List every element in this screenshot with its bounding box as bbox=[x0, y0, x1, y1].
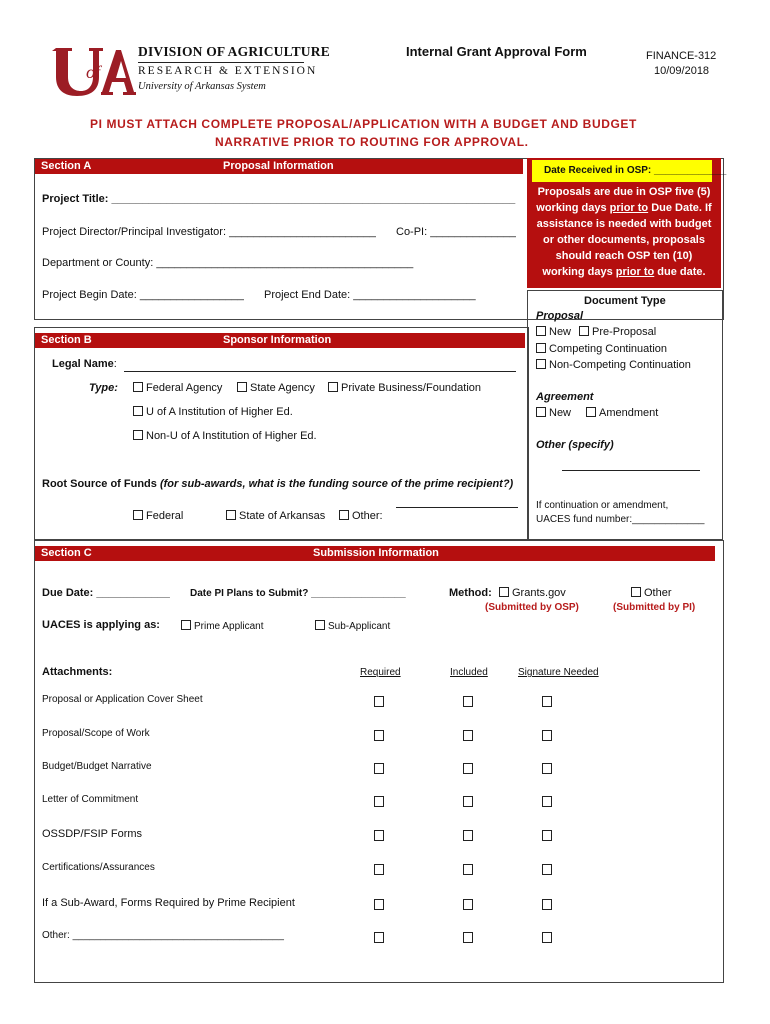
col-included: Included bbox=[450, 667, 488, 678]
required-checkbox[interactable] bbox=[374, 830, 384, 841]
root-source-label: Root Source of Funds (for sub-awards, what is the funding source of the prime recipient?) bbox=[42, 478, 514, 490]
checkbox-icon[interactable] bbox=[226, 510, 236, 520]
included-checkbox[interactable] bbox=[463, 696, 473, 707]
notice-line-1: PI MUST ATTACH COMPLETE PROPOSAL/APPLICATION WITH A BUDGET AND BUDGET bbox=[90, 117, 637, 131]
required-checkbox[interactable] bbox=[374, 899, 384, 910]
attachment-label[interactable]: Other: ______________________________________ bbox=[42, 930, 284, 941]
root-other-option[interactable]: Other: bbox=[339, 510, 383, 522]
method-other-option[interactable]: Other bbox=[631, 587, 672, 599]
sub-applicant-option[interactable]: Sub-Applicant bbox=[315, 620, 390, 632]
agreement-label: Agreement bbox=[536, 391, 594, 403]
signature-checkbox[interactable] bbox=[542, 864, 552, 875]
form-date: 10/09/2018 bbox=[654, 65, 710, 77]
project-title-field[interactable] bbox=[42, 193, 515, 205]
svg-text:of: of bbox=[86, 62, 101, 82]
form-code: FINANCE-312 bbox=[646, 50, 717, 62]
checkbox-icon[interactable] bbox=[536, 343, 546, 353]
attachment-label: If a Sub-Award, Forms Required by Prime Recipient bbox=[42, 897, 295, 909]
included-checkbox[interactable] bbox=[463, 864, 473, 875]
checkbox-icon[interactable] bbox=[631, 587, 641, 597]
doc-competing-option[interactable]: Competing Continuation bbox=[536, 343, 667, 355]
doc-non-competing-option[interactable]: Non-Competing Continuation bbox=[536, 359, 691, 371]
osp-due-line-3: assistance is needed with budget bbox=[536, 218, 712, 230]
co-pi-field[interactable]: Co-PI: ______________ bbox=[396, 226, 516, 238]
due-date-field[interactable]: Due Date: ____________ bbox=[42, 587, 170, 599]
osp-due-line-5: should reach OSP ten (10) bbox=[555, 250, 693, 262]
checkbox-icon[interactable] bbox=[133, 430, 143, 440]
required-checkbox[interactable] bbox=[374, 932, 384, 943]
project-title-text: Project Title: __________________________________________________________________ bbox=[42, 193, 516, 205]
other-specify-label: Other (specify) bbox=[536, 439, 614, 451]
checkbox-icon[interactable] bbox=[237, 382, 247, 392]
begin-date-field[interactable]: Project Begin Date: _________________ bbox=[42, 289, 244, 301]
agreement-new-option[interactable]: New bbox=[536, 407, 571, 419]
section-a-header bbox=[35, 159, 523, 174]
method-label: Method: bbox=[449, 587, 492, 599]
checkbox-icon[interactable] bbox=[133, 510, 143, 520]
included-checkbox[interactable] bbox=[463, 830, 473, 841]
section-c-header bbox=[35, 546, 715, 561]
submitted-by-osp: (Submitted by OSP) bbox=[485, 602, 579, 613]
included-checkbox[interactable] bbox=[463, 899, 473, 910]
included-checkbox[interactable] bbox=[463, 730, 473, 741]
required-checkbox[interactable] bbox=[374, 730, 384, 741]
logo-line-2: RESEARCH & EXTENSION bbox=[138, 65, 318, 77]
non-u-of-a-option[interactable]: Non-U of A Institution of Higher Ed. bbox=[133, 430, 317, 442]
signature-checkbox[interactable] bbox=[542, 763, 552, 774]
doc-new-option[interactable]: New bbox=[536, 326, 571, 338]
checkbox-icon[interactable] bbox=[536, 407, 546, 417]
checkbox-icon[interactable] bbox=[536, 326, 546, 336]
form-title: Internal Grant Approval Form bbox=[406, 44, 587, 59]
osp-due-line-4: or other documents, proposals bbox=[543, 234, 705, 246]
osp-due-line-1: Proposals are due in OSP five (5) bbox=[537, 186, 711, 198]
checkbox-icon[interactable] bbox=[499, 587, 509, 597]
project-director-field[interactable]: Project Director/Principal Investigator: ________________________ bbox=[42, 226, 376, 238]
section-a-label: Section A bbox=[41, 160, 92, 172]
other-specify-line[interactable] bbox=[562, 470, 700, 471]
doc-pre-proposal-option[interactable]: Pre-Proposal bbox=[579, 326, 656, 338]
logo-line-1: DIVISION OF AGRICULTURE bbox=[138, 44, 330, 59]
notice-line-2: NARRATIVE PRIOR TO ROUTING FOR APPROVAL. bbox=[215, 135, 529, 149]
col-signature: Signature Needed bbox=[518, 667, 599, 678]
u-of-a-option[interactable]: U of A Institution of Higher Ed. bbox=[133, 406, 293, 418]
proposal-label: Proposal bbox=[536, 310, 584, 322]
checkbox-icon[interactable] bbox=[181, 620, 191, 630]
uaces-applying-label: UACES is applying as: bbox=[42, 619, 160, 631]
ua-logo-mark-icon bbox=[50, 44, 136, 98]
osp-due-line-6: working days prior to due date. bbox=[542, 266, 706, 278]
section-c-label: Section C bbox=[41, 547, 92, 559]
section-a-title: Proposal Information bbox=[223, 160, 334, 172]
section-b-title: Sponsor Information bbox=[223, 334, 332, 346]
checkbox-icon[interactable] bbox=[315, 620, 325, 630]
checkbox-icon[interactable] bbox=[339, 510, 349, 520]
date-received-field[interactable]: Date Received in OSP: _____________ bbox=[532, 160, 712, 182]
root-federal-option[interactable]: Federal bbox=[133, 510, 183, 522]
checkbox-icon[interactable] bbox=[328, 382, 338, 392]
grants-gov-option[interactable]: Grants.gov bbox=[499, 587, 566, 599]
osp-due-line-2: working days prior to Due Date. If bbox=[536, 202, 712, 214]
attachment-label: Proposal/Scope of Work bbox=[42, 728, 150, 739]
required-checkbox[interactable] bbox=[374, 763, 384, 774]
state-agency-option[interactable]: State Agency bbox=[237, 382, 315, 394]
root-state-option[interactable]: State of Arkansas bbox=[226, 510, 325, 522]
checkbox-icon[interactable] bbox=[579, 326, 589, 336]
signature-checkbox[interactable] bbox=[542, 899, 552, 910]
checkbox-icon[interactable] bbox=[586, 407, 596, 417]
included-checkbox[interactable] bbox=[463, 763, 473, 774]
section-c-title: Submission Information bbox=[313, 547, 439, 559]
date-pi-submit-field[interactable]: Date PI Plans to Submit? _________________ bbox=[190, 588, 406, 599]
document-type-title: Document Type bbox=[584, 295, 666, 307]
signature-checkbox[interactable] bbox=[542, 932, 552, 943]
checkbox-icon[interactable] bbox=[536, 359, 546, 369]
osp-due-notice bbox=[527, 184, 721, 280]
attachment-label: OSSDP/FSIP Forms bbox=[42, 828, 143, 840]
attachment-label: Proposal or Application Cover Sheet bbox=[42, 694, 203, 705]
required-checkbox[interactable] bbox=[374, 696, 384, 707]
signature-checkbox[interactable] bbox=[542, 796, 552, 807]
signature-checkbox[interactable] bbox=[542, 830, 552, 841]
logo bbox=[50, 44, 330, 98]
federal-agency-option[interactable]: Federal Agency bbox=[133, 382, 222, 394]
signature-checkbox[interactable] bbox=[542, 730, 552, 741]
attachment-label: Letter of Commitment bbox=[42, 794, 139, 805]
required-checkbox[interactable] bbox=[374, 864, 384, 875]
attachment-label: Budget/Budget Narrative bbox=[42, 761, 152, 772]
logo-line-3: University of Arkansas System bbox=[138, 81, 266, 92]
attachments-label: Attachments: bbox=[42, 666, 113, 678]
included-checkbox[interactable] bbox=[463, 796, 473, 807]
legal-name-line[interactable] bbox=[124, 371, 516, 372]
attachment-label: Certifications/Assurances bbox=[42, 862, 155, 873]
section-b-header bbox=[35, 333, 525, 348]
legal-name-label: Legal Name: bbox=[52, 358, 117, 370]
prime-applicant-option[interactable]: Prime Applicant bbox=[181, 620, 263, 632]
checkbox-icon[interactable] bbox=[133, 406, 143, 416]
signature-checkbox[interactable] bbox=[542, 696, 552, 707]
included-checkbox[interactable] bbox=[463, 932, 473, 943]
checkbox-icon[interactable] bbox=[133, 382, 143, 392]
department-field[interactable]: Department or County: __________________________________________ bbox=[42, 257, 414, 269]
section-b-label: Section B bbox=[41, 334, 92, 346]
fund-note-line-1: If continuation or amendment, bbox=[536, 500, 669, 511]
fund-number-field[interactable]: UACES fund number:_____________ bbox=[536, 514, 705, 525]
private-option[interactable]: Private Business/Foundation bbox=[328, 382, 481, 394]
logo-divider bbox=[138, 62, 304, 63]
required-checkbox[interactable] bbox=[374, 796, 384, 807]
end-date-field[interactable]: Project End Date: ____________________ bbox=[264, 289, 476, 301]
type-label: Type: bbox=[89, 382, 118, 394]
root-source-line[interactable] bbox=[396, 507, 518, 508]
amendment-option[interactable]: Amendment bbox=[586, 407, 658, 419]
col-required: Required bbox=[360, 667, 401, 678]
submitted-by-pi: (Submitted by PI) bbox=[613, 602, 696, 613]
